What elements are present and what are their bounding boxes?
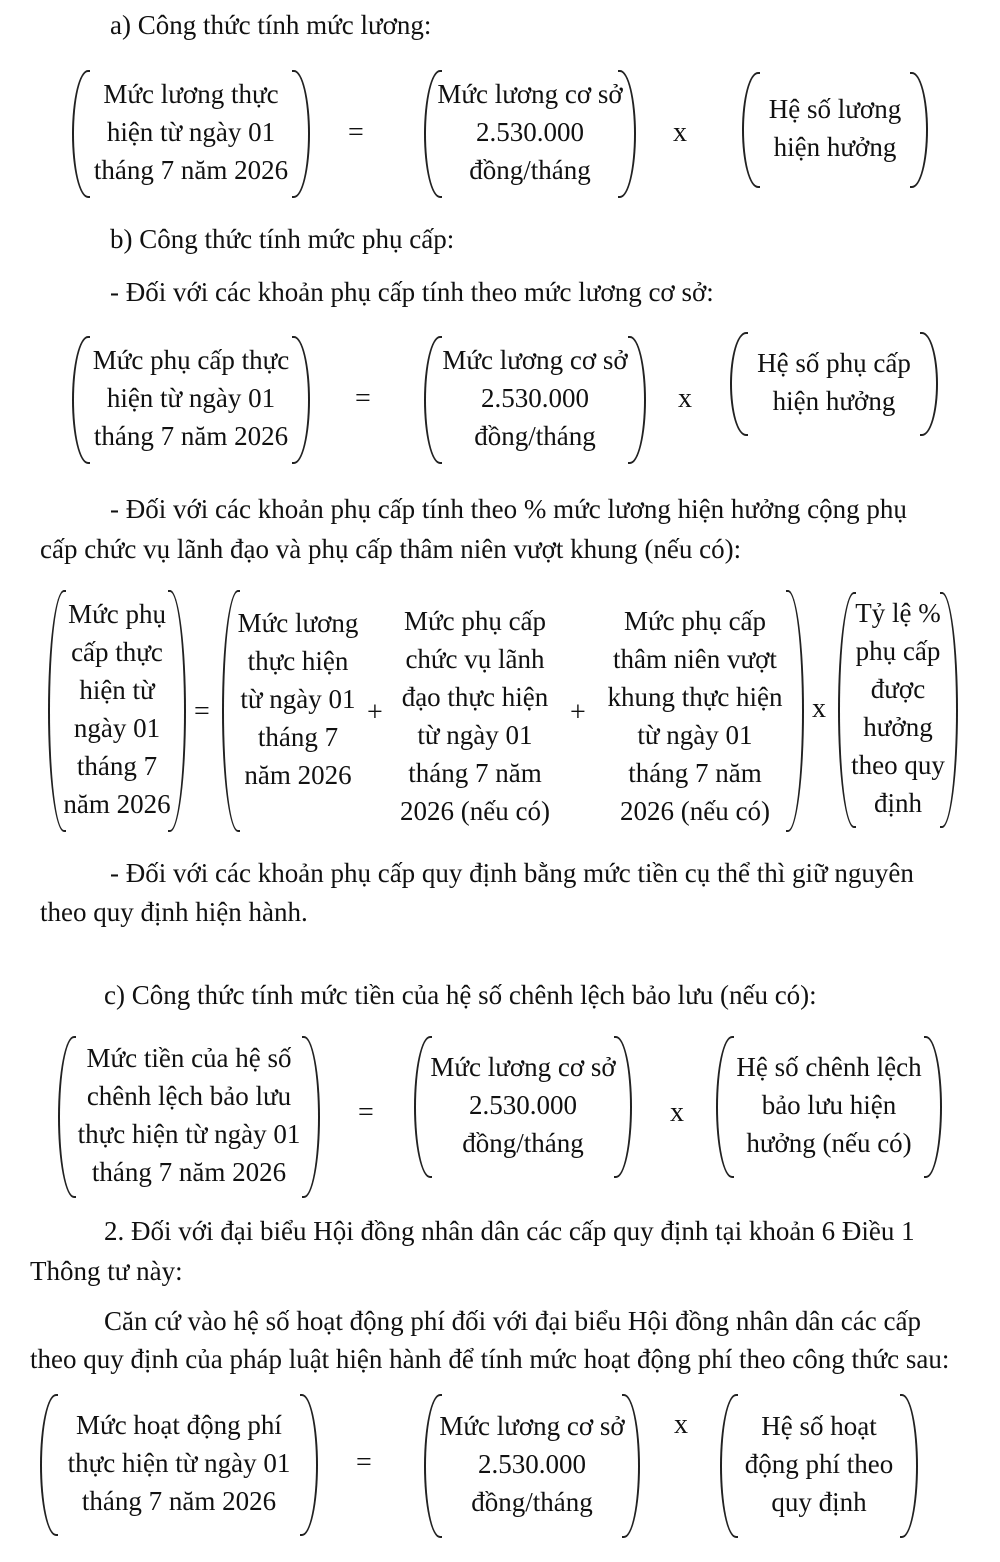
formula-term-line: từ ngày 01	[240, 684, 356, 714]
formula-2-multiply: x	[674, 1409, 688, 1440]
formula-term-line: Mức lương cơ sở	[442, 345, 628, 375]
close-paren	[292, 336, 310, 464]
open-paren	[72, 70, 90, 198]
formula-term-line: Mức tiền của hệ số	[86, 1043, 292, 1073]
formula-term-line: quy định	[771, 1487, 867, 1517]
formula-term-text	[430, 1048, 615, 1162]
section-b-heading: b) Công thức tính mức phụ cấp:	[110, 224, 455, 254]
formula-b1-coefficient	[730, 332, 938, 432]
formula-b2-result	[48, 590, 186, 828]
formula-term-line: hưởng	[863, 712, 933, 742]
formula-c-equals: =	[358, 1097, 374, 1128]
formula-term-line: hiện hưởng	[772, 386, 896, 416]
formula-term-line: khung thực hiện	[607, 682, 783, 712]
formula-2-coefficient	[720, 1394, 918, 1534]
section-2-line1: 2. Đối với đại biểu Hội đồng nhân dân các cấp quy định tại khoản 6 Điều 1	[104, 1216, 915, 1246]
formula-term-text	[851, 594, 945, 822]
formula-term-line: từ ngày 01	[637, 720, 753, 750]
formula-term-line: 2.530.000	[476, 117, 584, 147]
close-paren	[628, 336, 646, 464]
open-paren	[424, 70, 442, 198]
formula-2-result	[40, 1394, 318, 1532]
formula-term-line: bảo lưu hiện	[761, 1090, 897, 1120]
formula-term-line: Tỷ lệ %	[855, 598, 941, 628]
formula-term-line: 2.530.000	[478, 1449, 586, 1479]
formula-term-line: thâm niên vượt	[613, 644, 777, 674]
formula-term-line: đạo thực hiện	[401, 682, 549, 712]
formula-term-line: tháng 7 năm	[408, 758, 542, 788]
formula-term-text	[63, 595, 170, 823]
formula-term-line: chênh lệch bảo lưu	[86, 1081, 292, 1111]
formula-term-line: Hệ số hoạt	[761, 1411, 877, 1441]
formula-term-line: tháng 7 năm 2026	[93, 155, 289, 185]
formula-b2-plus-2: +	[570, 697, 586, 728]
open-paren	[424, 1394, 442, 1538]
formula-term-line: theo quy	[851, 750, 945, 780]
open-paren	[742, 72, 760, 188]
open-paren	[838, 592, 856, 828]
formula-term-text	[757, 344, 911, 420]
close-paren	[292, 70, 310, 198]
close-paren	[168, 590, 186, 832]
formula-term-line: cấp thực	[71, 637, 163, 667]
formula-term-line: hiện từ ngày 01	[106, 117, 276, 147]
formula-b2-multiply: x	[812, 693, 826, 724]
formula-c-multiply: x	[670, 1097, 684, 1128]
formula-term-line: được	[870, 674, 926, 704]
formula-term-line: hiện hưởng	[773, 132, 897, 162]
formula-c-result	[58, 1036, 320, 1194]
formula-term-line: tháng 7	[76, 751, 158, 781]
section-a-heading: a) Công thức tính mức lương:	[110, 10, 432, 40]
formula-term-line: năm 2026	[63, 789, 171, 819]
open-paren	[730, 332, 748, 436]
formula-term-line: chức vụ lãnh	[405, 644, 545, 674]
formula-term-line: Mức lương	[237, 608, 359, 638]
formula-a-multiply: x	[673, 117, 687, 148]
formula-term-line: Mức phụ cấp	[623, 606, 767, 636]
formula-b1-multiply: x	[678, 383, 692, 414]
formula-term-line: đồng/tháng	[471, 1487, 593, 1517]
close-paren	[940, 592, 958, 828]
formula-term-line: đồng/tháng	[469, 155, 591, 185]
formula-term-line: tháng 7 năm 2026	[91, 1157, 287, 1187]
close-paren	[300, 1394, 318, 1536]
formula-term-line: thực hiện từ ngày 01	[77, 1119, 301, 1149]
section-2-para-line2: theo quy định của pháp luật hiện hành để tính mức hoạt động phí theo công thức sau:	[30, 1344, 950, 1374]
formula-c-coefficient	[716, 1036, 942, 1174]
formula-term-line: Mức lương thực	[103, 79, 279, 109]
formula-term-text	[400, 602, 550, 830]
formula-term-line: hiện từ ngày 01	[106, 383, 276, 413]
formula-term-line: đồng/tháng	[474, 421, 596, 451]
formula-term-text	[78, 1039, 301, 1191]
formula-term-line: hưởng (nếu có)	[746, 1128, 912, 1158]
formula-term-line: thực hiện	[247, 646, 349, 676]
formula-term-line: tháng 7 năm 2026	[81, 1486, 277, 1516]
formula-term-line: Mức lương cơ sở	[437, 79, 623, 109]
formula-term-line: Hệ số chênh lệch	[736, 1052, 922, 1082]
open-paren	[720, 1394, 738, 1538]
open-paren	[48, 590, 66, 832]
formula-2-base-salary	[424, 1394, 640, 1534]
close-paren	[924, 1036, 942, 1178]
section-2-line2: Thông tư này:	[30, 1256, 183, 1286]
formula-c-base-salary	[414, 1036, 632, 1174]
formula-b2-leader-allowance	[385, 602, 565, 830]
section-b-item3-line1: - Đối với các khoản phụ cấp quy định bằng mức tiền cụ thể thì giữ nguyên	[110, 858, 914, 888]
formula-a-equals: =	[348, 117, 364, 148]
formula-term-line: tháng 7 năm 2026	[93, 421, 289, 451]
section-c-heading: c) Công thức tính mức tiền của hệ số chênh lệch bảo lưu (nếu có):	[104, 980, 817, 1010]
formula-term-text	[439, 1407, 624, 1521]
open-paren	[716, 1036, 734, 1178]
formula-term-line: Mức phụ cấp	[403, 606, 547, 636]
open-paren	[58, 1036, 76, 1198]
formula-term-line: 2026 (nếu có)	[400, 796, 550, 826]
formula-term-line: tháng 7	[257, 722, 339, 752]
close-paren	[910, 72, 928, 188]
section-b-item1: - Đối với các khoản phụ cấp tính theo mức lương cơ sở:	[110, 277, 714, 307]
formula-b1-equals: =	[355, 383, 371, 414]
formula-term-line: 2.530.000	[469, 1090, 577, 1120]
formula-term-text	[68, 1406, 291, 1520]
formula-b2-rate	[838, 592, 958, 824]
open-paren	[40, 1394, 58, 1536]
formula-term-line: Mức lương cơ sở	[430, 1052, 616, 1082]
close-paren	[302, 1036, 320, 1198]
formula-b2-seniority-allowance	[596, 602, 794, 830]
formula-b2-salary	[234, 604, 362, 794]
formula-a-base-salary	[424, 70, 636, 194]
open-paren	[72, 336, 90, 464]
formula-b1-result	[72, 336, 310, 460]
open-paren	[414, 1036, 432, 1178]
close-paren	[614, 1036, 632, 1178]
formula-b2-equals: =	[194, 696, 210, 727]
formula-term-text	[93, 341, 289, 455]
formula-term-text	[607, 602, 782, 830]
formula-term-line: Hệ số phụ cấp	[757, 348, 911, 378]
close-paren	[622, 1394, 640, 1538]
formula-a-result	[72, 70, 310, 194]
formula-term-line: 2026 (nếu có)	[620, 796, 770, 826]
formula-term-line: ngày 01	[73, 713, 161, 743]
section-b-item2-line1: - Đối với các khoản phụ cấp tính theo % mức lương hiện hưởng cộng phụ	[110, 494, 907, 524]
formula-term-line: hiện từ	[79, 675, 155, 705]
close-paren	[618, 70, 636, 198]
formula-term-line: định	[873, 788, 922, 818]
section-2-para-line1: Căn cứ vào hệ số hoạt động phí đối với đại biểu Hội đồng nhân dân các cấp	[104, 1306, 921, 1336]
formula-term-text	[736, 1048, 921, 1162]
formula-term-text	[745, 1407, 894, 1521]
formula-a-coefficient	[742, 72, 928, 184]
close-paren	[900, 1394, 918, 1538]
formula-term-text	[238, 604, 359, 794]
formula-term-line: Mức hoạt động phí	[76, 1410, 282, 1440]
formula-b2-plus-1: +	[367, 697, 383, 728]
formula-term-line: Hệ số lương	[768, 94, 902, 124]
formula-2-equals: =	[356, 1447, 372, 1478]
close-paren	[920, 332, 938, 436]
formula-term-line: năm 2026	[244, 760, 352, 790]
formula-term-line: đồng/tháng	[462, 1128, 584, 1158]
section-b-item3-line2: theo quy định hiện hành.	[40, 897, 308, 927]
formula-term-line: từ ngày 01	[417, 720, 533, 750]
formula-term-text	[437, 75, 622, 189]
formula-term-line: Mức lương cơ sở	[439, 1411, 625, 1441]
formula-term-line: 2.530.000	[481, 383, 589, 413]
formula-term-line: Mức phụ cấp thực	[92, 345, 290, 375]
formula-term-text	[769, 90, 901, 166]
section-b-item2-line2: cấp chức vụ lãnh đạo và phụ cấp thâm niên vượt khung (nếu có):	[40, 534, 742, 564]
formula-term-text	[442, 341, 627, 455]
formula-b1-base-salary	[424, 336, 646, 460]
formula-term-line: Mức phụ	[68, 599, 166, 629]
formula-term-line: tháng 7 năm	[628, 758, 762, 788]
formula-term-text	[94, 75, 288, 189]
open-paren	[424, 336, 442, 464]
formula-term-line: phụ cấp	[855, 636, 941, 666]
formula-term-line: thực hiện từ ngày 01	[67, 1448, 291, 1478]
formula-term-line: động phí theo	[744, 1449, 894, 1479]
